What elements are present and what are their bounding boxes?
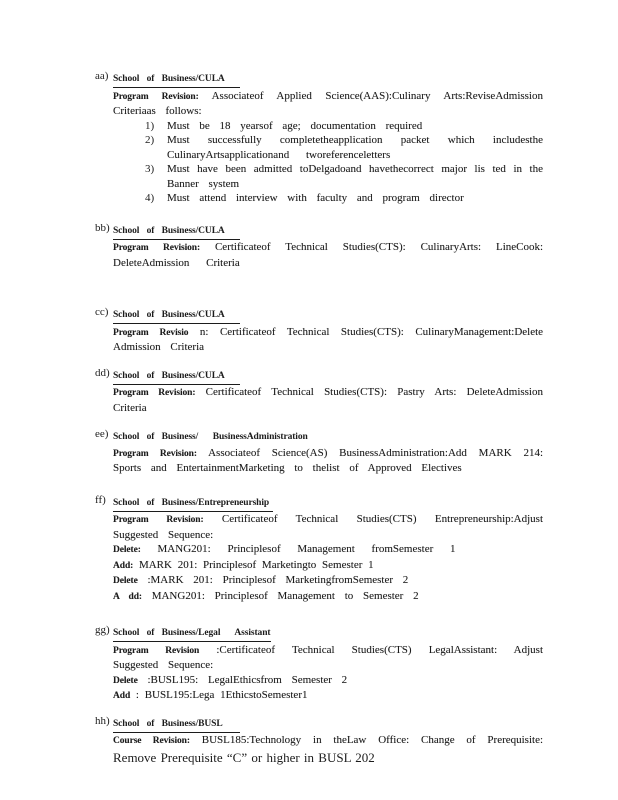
text-line [113, 512, 543, 528]
bold-lead: Delete [113, 576, 138, 586]
line-text: Associateof Applied Science(AAS):Culinary Arts:ReviseAdmission [211, 89, 543, 102]
text-line [113, 240, 543, 256]
text-line [113, 446, 543, 462]
list-item [145, 162, 543, 191]
text-line [113, 89, 543, 105]
section-label: ee) [95, 428, 109, 440]
text-line [113, 643, 543, 659]
section-gg [95, 622, 543, 704]
section-aa [95, 68, 543, 206]
section-label: aa) [95, 70, 109, 82]
line-text: :Certificateof Technical Studies(CTS) LegalAssistant: Adjust [216, 643, 544, 656]
text-line [113, 325, 543, 341]
bold-lead: A dd: [113, 591, 142, 602]
section-label: cc) [95, 306, 109, 318]
document-content [95, 68, 543, 766]
section-ee [95, 426, 543, 476]
text-line: Must be 18 yearsof age; documentation required [167, 119, 423, 132]
text-line: Criteria [113, 401, 147, 414]
section-label: bb) [95, 221, 110, 234]
text-line: Admission Criteria [113, 341, 205, 353]
text-line: Suggested Sequence: [113, 528, 214, 541]
line-text: MANG201: Principlesof Management fromSemester 1 [157, 543, 456, 555]
text-line [113, 688, 543, 704]
text-line: Sports and EntertainmentMarketing to thelist of Approved Electives [113, 462, 462, 474]
line-text: : BUSL195:Lega 1EthicstoSemester1 [135, 689, 308, 701]
numbered-list [145, 119, 543, 206]
list-number: 2) [145, 134, 155, 146]
bold-lead: Delete [113, 675, 138, 686]
text-line [113, 573, 543, 589]
bold-lead: Program Revision: [113, 243, 201, 253]
line-text: Certificateof Technical Studies(CTS): Pastry Arts: DeleteAdmission [205, 386, 543, 398]
line-text: :MARK 201: Principlesof MarketingfromSemester 2 [147, 574, 409, 586]
bold-lead: Delete: [113, 545, 141, 555]
line-text: MARK 201: Principlesof Marketingto Semester 1 [138, 558, 374, 571]
text-line: Criteriaas follows: [113, 105, 202, 117]
section-heading: School of Business/Legal Assistant [113, 627, 271, 642]
line-text: MANG201: Principlesof Management to Semester 2 [151, 589, 419, 602]
section-hh [95, 713, 543, 766]
section-heading: School of Business/CULA [113, 309, 240, 324]
text-line: DeleteAdmission Criteria [113, 256, 240, 269]
line-text: Associateof Science(AS) BusinessAdministration:Add MARK 214: [208, 446, 543, 459]
bold-lead: Add: [113, 560, 134, 571]
section-bb [95, 220, 543, 271]
line-text: :BUSL195: LegalEthicsfrom Semester 2 [147, 673, 348, 686]
list-item [145, 119, 543, 134]
section-label: gg) [95, 624, 110, 636]
section-heading: School of Business/ BusinessAdministration [113, 432, 308, 442]
list-item [145, 133, 543, 162]
list-number: 1) [145, 119, 155, 132]
text-line [113, 673, 543, 689]
section-heading: School of Business/Entrepreneurship [113, 497, 273, 512]
section-dd [95, 365, 543, 416]
text-line: Remove Prerequisite “C” or higher in BUSL 202 [113, 749, 375, 765]
text-line [113, 385, 543, 401]
bold-lead: Program Revision [113, 645, 200, 656]
list-number: 4) [145, 192, 155, 204]
list-item [145, 191, 543, 206]
section-cc [95, 304, 543, 355]
section-label: hh) [95, 714, 110, 727]
line-text: BUSL185:Technology in theLaw Office: Change of Prerequisite: [201, 734, 544, 746]
section-ff [95, 492, 543, 605]
text-line: Must successfully completetheapplication packet which includesthe [167, 134, 543, 146]
line-text: n: Certificateof Technical Studies(CTS): CulinaryManagement:Delete [199, 325, 544, 338]
section-label: dd) [95, 366, 110, 379]
section-heading: School of Business/BUSL [113, 718, 240, 733]
bold-lead: Program Revision: [113, 91, 199, 102]
section-heading: School of Business/CULA [113, 73, 240, 88]
text-line: Must attend interview with faculty and program director [167, 192, 464, 204]
line-text: Certificateof Technical Studies(CTS) Entrepreneurship:Adjust [221, 513, 544, 525]
list-number: 3) [145, 163, 155, 175]
bold-lead: Program Revision: [113, 388, 196, 398]
bold-lead: Program Revision: [113, 515, 204, 525]
bold-lead: Add [113, 691, 131, 701]
text-line: Banner system [167, 177, 240, 190]
section-label: ff) [95, 493, 106, 506]
section-heading: School of Business/CULA [113, 225, 240, 240]
text-line: Suggested Sequence: [113, 659, 214, 671]
line-text: Certificateof Technical Studies(CTS): CulinaryArts: LineCook: [214, 241, 544, 253]
text-line: Must have been admitted toDelgadoand havethecorrect major lis ted in the [167, 163, 543, 175]
bold-lead: Program Revision: [113, 448, 197, 459]
text-line: CulinaryArtsapplicationand tworeferenceletters [167, 148, 391, 161]
bold-lead: Program Revisio [113, 327, 189, 338]
text-line [113, 589, 543, 605]
section-heading: School of Business/CULA [113, 370, 240, 385]
text-line [113, 733, 543, 749]
text-line [113, 558, 543, 574]
text-line [113, 542, 543, 558]
bold-lead: Course Revision: [113, 736, 190, 746]
